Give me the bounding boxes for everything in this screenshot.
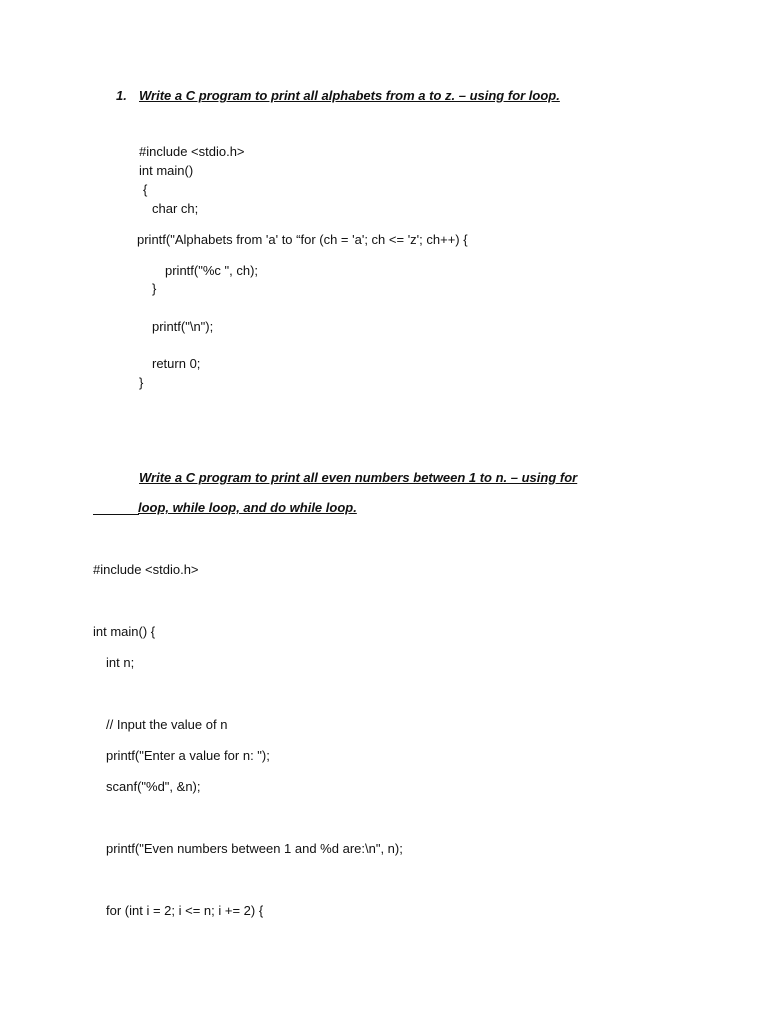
code-line: int main() { — [93, 624, 156, 639]
code-line: } — [139, 375, 144, 390]
code-line: int n; — [106, 655, 135, 670]
heading-underline — [93, 514, 139, 515]
code-line: } — [152, 281, 157, 296]
code-line: char ch; — [152, 201, 199, 216]
code-line: printf("\n"); — [152, 319, 214, 334]
code-line: #include <stdio.h> — [139, 144, 245, 159]
code-line: return 0; — [152, 356, 201, 371]
code-line: scanf("%d", &n); — [106, 779, 201, 794]
code-line: printf("Alphabets from 'a' to “for (ch = 'a'; ch <= 'z'; ch++) { — [137, 232, 468, 247]
code-line: #include <stdio.h> — [93, 562, 199, 577]
question-2-title-line-2: loop, while loop, and do while loop. — [138, 500, 357, 515]
code-line: int main() — [139, 163, 194, 178]
code-line: { — [143, 182, 148, 197]
code-line: printf("Even numbers between 1 and %d are:\n", n); — [106, 841, 403, 856]
code-line: printf("%c ", ch); — [165, 263, 259, 278]
question-2-title-line-1: Write a C program to print all even numbers between 1 to n. – using for — [139, 470, 578, 485]
question-number: 1. — [116, 88, 127, 103]
code-line: for (int i = 2; i <= n; i += 2) { — [106, 903, 264, 918]
code-line: printf("Enter a value for n: "); — [106, 748, 270, 763]
code-line: // Input the value of n — [106, 717, 228, 732]
question-1-title: Write a C program to print all alphabets from a to z. – using for loop. — [139, 88, 560, 103]
